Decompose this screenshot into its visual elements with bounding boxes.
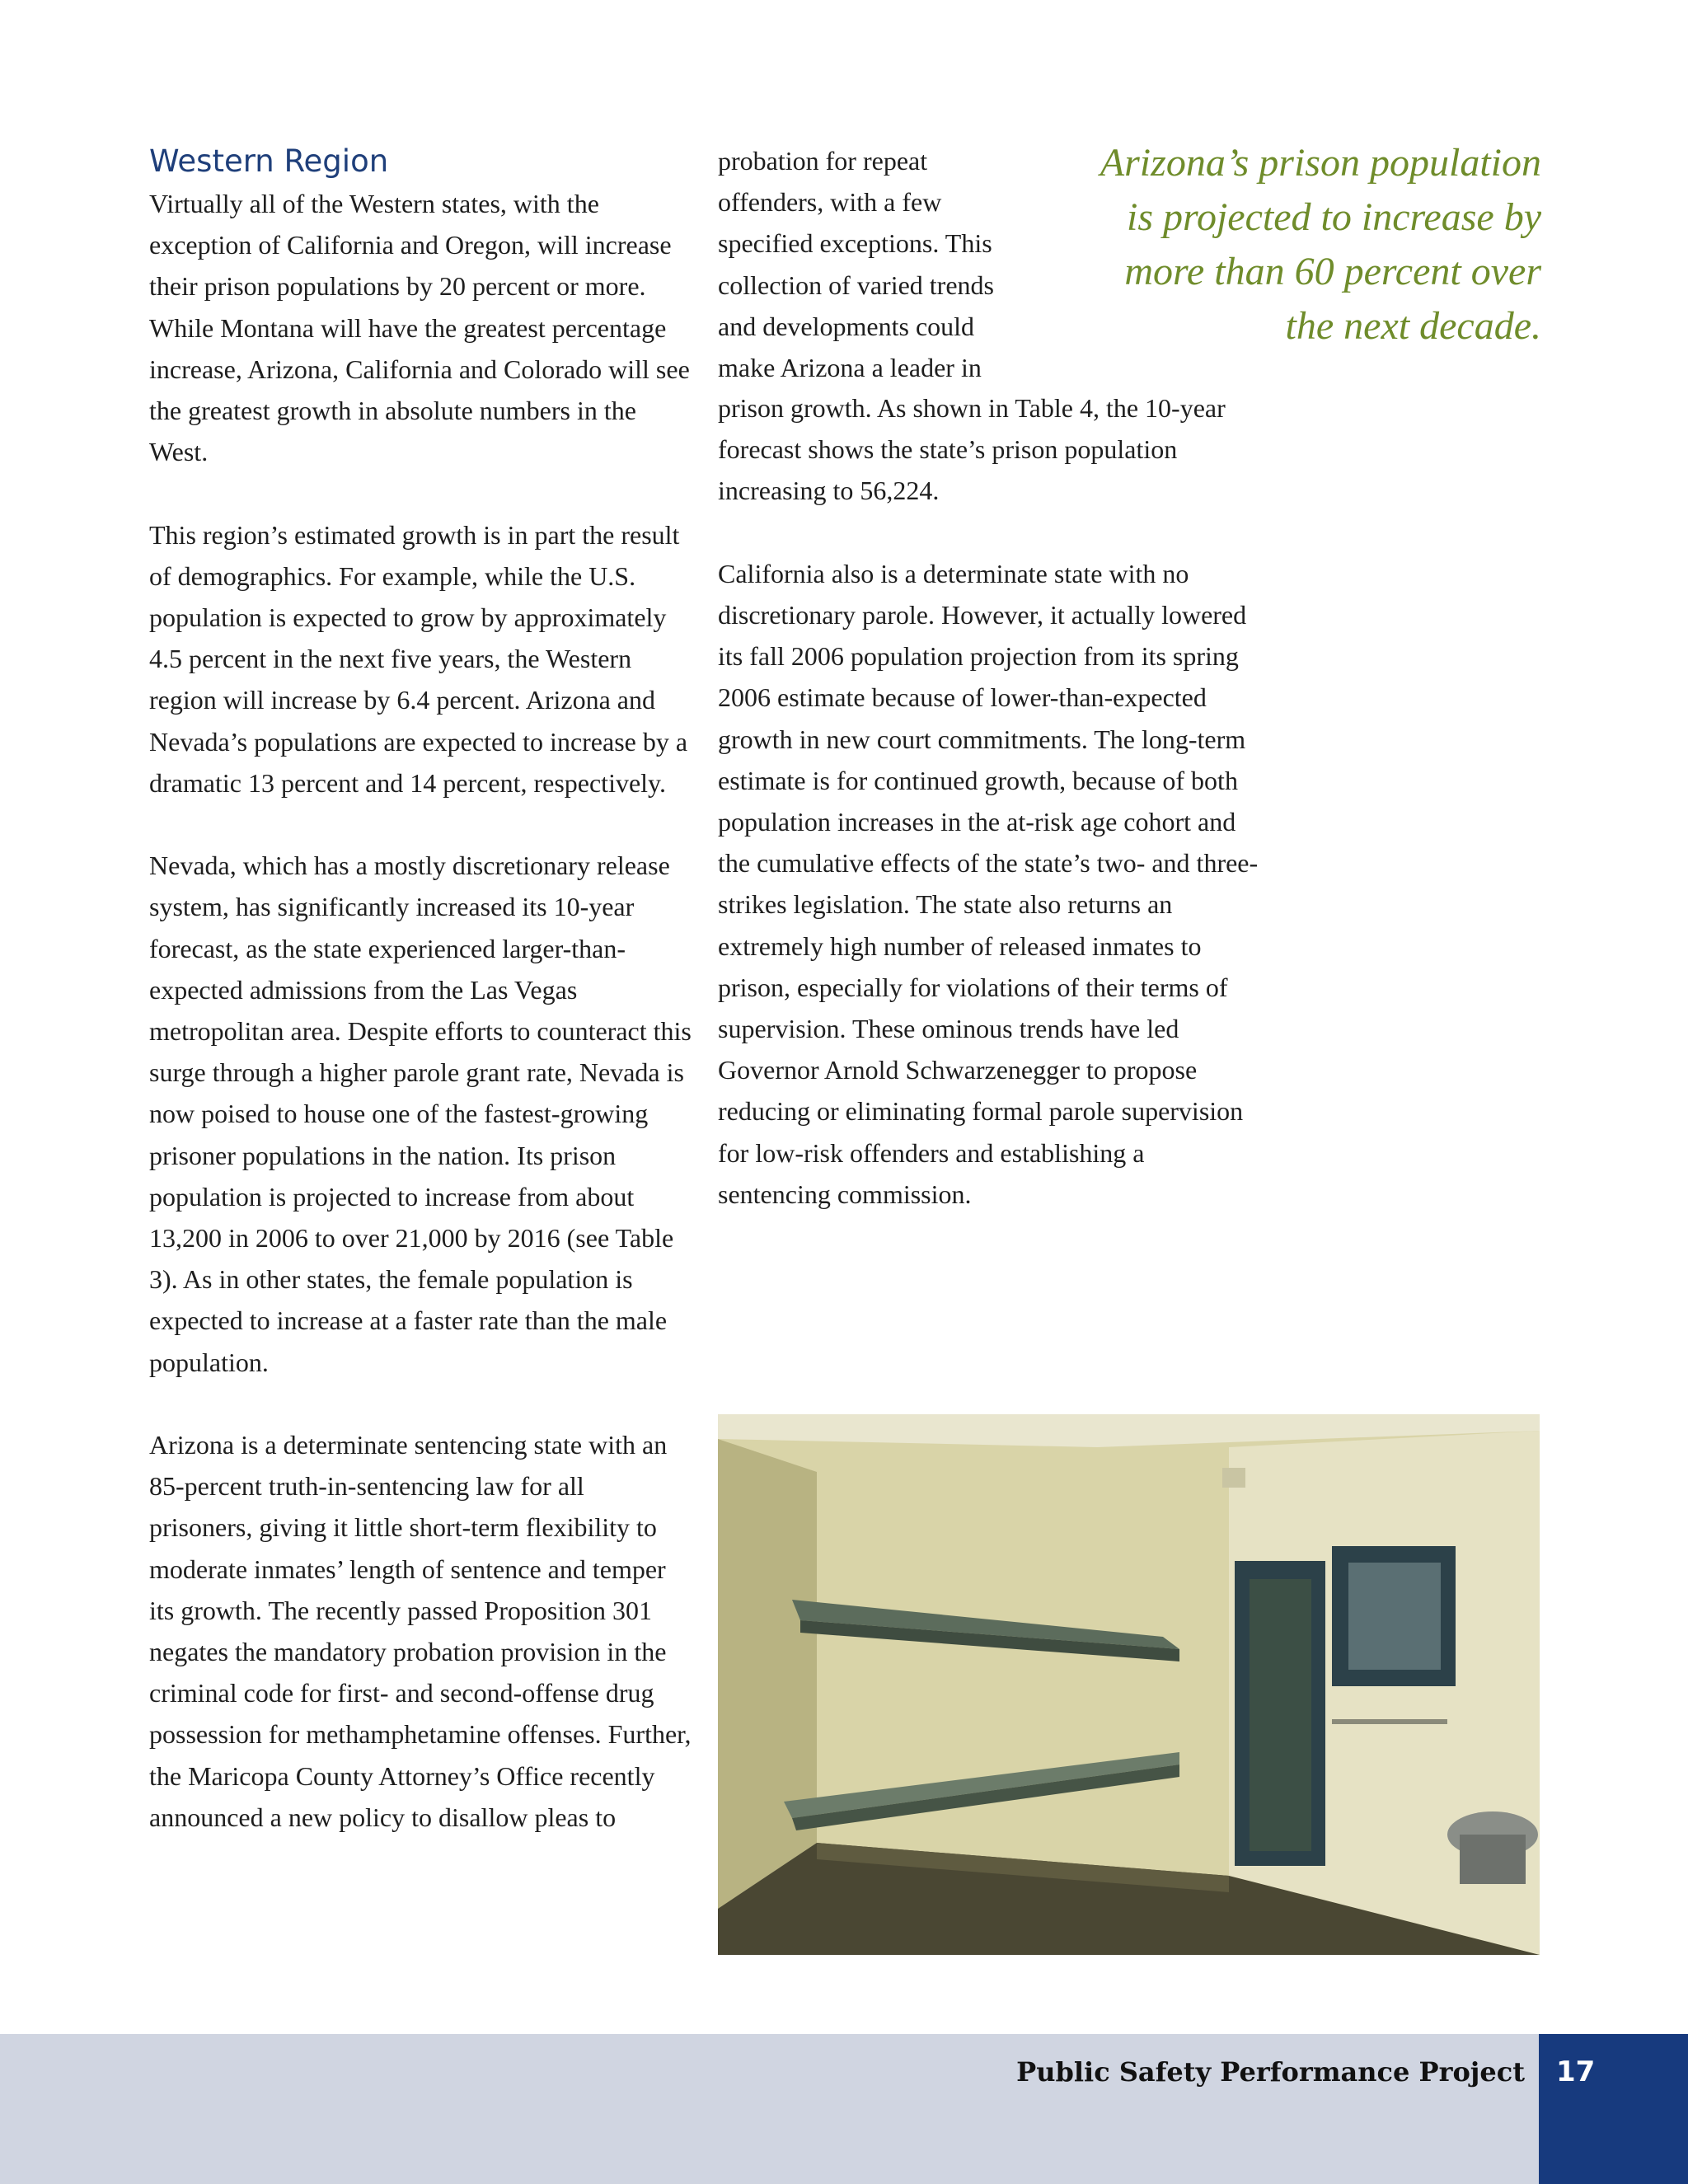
pull-quote-line: is projected to increase by (1127, 195, 1541, 239)
pull-quote-line: more than 60 percent over (1124, 250, 1541, 293)
prison-cell-illustration (718, 1414, 1540, 1955)
pull-quote-line: Arizona’s prison population (1100, 141, 1541, 185)
paragraph-arizona-continued: probation for repeat offenders, with a few specified exceptions. This collection of varied trends and developments could make Arizona a leader in (718, 146, 994, 383)
paragraph-western-overview: Virtually all of the Western states, with the exception of California and Oregon, will increase their prison populations by 20 percent or more. While Montana will have the greatest percentage increase, Arizona, California and Colorado will see the greatest growth in absolute numbers in the West. (149, 189, 690, 467)
page-number: 17 (1556, 2055, 1596, 2088)
pull-quote (1088, 136, 1541, 354)
pull-quote-line: the next decade. (1285, 304, 1541, 348)
paragraph-nevada: Nevada, which has a mostly discretionary release system, has significantly increased its 10-year forecast, as the state experienced larger-than-expected admissions from the Las Vegas metropolitan area. Despite efforts to counteract this surge through a higher parole grant rate, Nevada is now poised to house one of the fastest-growing prisoner populations in the nation. Its prison population is projected to increase from about 13,200 in 2006 to over 21,000 by 2016 (see Table 3). As in other states, the female population is expected to increase at a faster rate than the male population. (149, 851, 692, 1377)
prison-cell-photo (718, 1414, 1540, 1955)
footer-title: Public Safety Performance Project (1016, 2056, 1525, 2088)
paragraph-arizona-forecast: prison growth. As shown in Table 4, the 10-year forecast shows the state’s prison population increasing to 56,224. (718, 393, 1226, 506)
paragraph-arizona: Arizona is a determinate sentencing state with an 85-percent truth-in-sentencing law for all prisoners, giving it little short-term flexibility to moderate inmates’ length of sentence and temper its growth. The recently passed Proposition 301 negates the mandatory probation provision in the criminal code for first- and second-offense drug possession for methamphetamine offenses. Further, the Maricopa County Attorney’s Office recently announced a new policy to disallow pleas to (149, 1430, 692, 1832)
right-column (718, 387, 1262, 1215)
left-column (149, 140, 693, 1838)
right-column-narrow-text (718, 140, 1023, 388)
paragraph-california: California also is a determinate state with no discretionary parole. However, it actually lowered its fall 2006 population projection from its spring 2006 estimate because of lower-than-expected growth in new court commitments. The long-term estimate is for continued growth, because of both population increases in the at-risk age cohort and the cumulative effects of the state’s two- and three-strikes legislation. The state also returns an extremely high number of released inmates to prison, especially for violations of their terms of supervision. These ominous trends have led Governor Arnold Schwarzenegger to propose reducing or eliminating formal parole supervision for low-risk offenders and establishing a sentencing commission. (718, 558, 1259, 1209)
section-heading: Western Region (149, 143, 389, 179)
paragraph-demographics: This region’s estimated growth is in part the result of demographics. For example, while the U.S. population is expected to grow by approximately 4.5 percent in the next five years, the Western region will increase by 6.4 percent. Arizona and Nevada’s populations are expected to increase by a dramatic 13 percent and 14 percent, respectively. (149, 519, 688, 798)
